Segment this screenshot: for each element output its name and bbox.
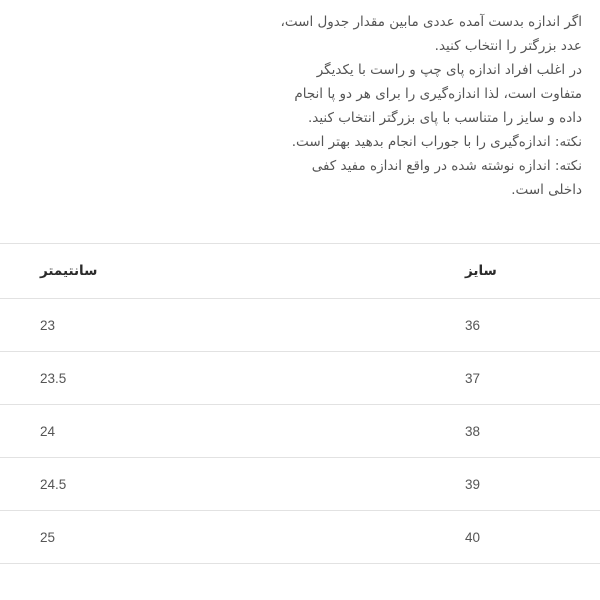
table-row — [0, 405, 600, 458]
table-row — [0, 352, 600, 405]
cell-size: 38 — [465, 405, 600, 458]
table-row — [0, 511, 600, 564]
note-line: نکته: اندازه نوشته شده در واقع اندازه مفید کفی — [311, 158, 582, 174]
cell-centimeter: 23.5 — [0, 352, 465, 405]
size-chart-table — [0, 243, 600, 564]
cell-size: 37 — [465, 352, 600, 405]
note-line: اگر اندازه بدست آمده عددی مابین مقدار جدول است، — [280, 14, 582, 30]
cell-size: 36 — [465, 299, 600, 352]
note-line: در اغلب افراد اندازه پای چپ و راست با یکدیگر — [316, 62, 582, 78]
cell-size: 39 — [465, 458, 600, 511]
cell-centimeter: 25 — [0, 511, 465, 564]
header-size: سایز — [465, 244, 600, 299]
cell-centimeter: 24.5 — [0, 458, 465, 511]
cell-centimeter: 23 — [0, 299, 465, 352]
cell-centimeter: 24 — [0, 405, 465, 458]
table-header-row — [0, 244, 600, 299]
cell-size: 40 — [465, 511, 600, 564]
header-centimeter: سانتیمتر — [0, 244, 465, 299]
note-line: نکته: اندازه‌گیری را با جوراب انجام بدهید بهتر است. — [291, 134, 582, 150]
note-line: عدد بزرگتر را انتخاب کنید. — [434, 38, 582, 54]
note-line: داخلی است. — [511, 182, 582, 198]
table-row — [0, 299, 600, 352]
note-line: متفاوت است، لذا اندازه‌گیری را برای هر دو پا انجام — [294, 86, 582, 102]
table-row — [0, 458, 600, 511]
size-guide-notes — [222, 10, 582, 202]
note-line: داده و سایز را متناسب با پای بزرگتر انتخاب کنید. — [307, 110, 582, 126]
